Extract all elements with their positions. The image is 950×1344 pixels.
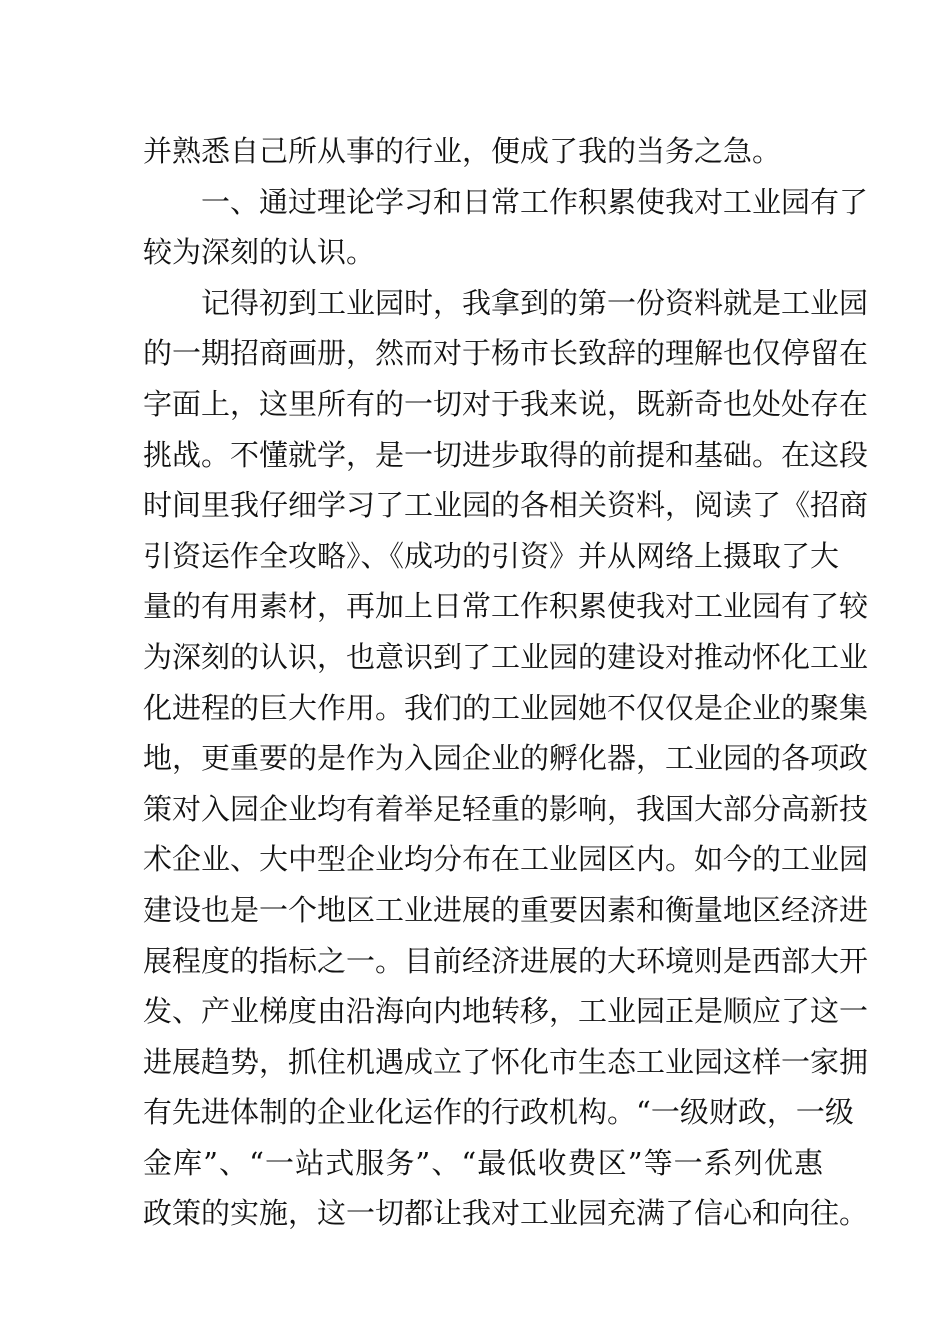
text-line: 展程度的指标之一。目前经济进展的大环境则是西部大开: [143, 943, 869, 978]
text-line: 术企业、大中型企业均分布在工业园区内。如今的工业园: [143, 842, 869, 877]
text-line: 挑战。不懂就学，是一切进步取得的前提和基础。在这段: [143, 437, 869, 472]
text-line: 有先进体制的企业化运作的行政机构。“一级财政，一级: [143, 1095, 854, 1130]
text-line: 量的有用素材，再加上日常工作积累使我对工业园有了较: [143, 589, 869, 624]
text-line: 的一期招商画册，然而对于杨市长致辞的理解也仅停留在: [143, 336, 869, 371]
text-line: 为深刻的认识，也意识到了工业园的建设对推动怀化工业: [143, 639, 869, 674]
text-line: 引资运作全攻略》、《成功的引资》并从网络上摄取了大: [143, 538, 840, 573]
text-line: 进展趋势，抓住机遇成立了怀化市生态工业园这样一家拥: [143, 1044, 869, 1079]
text-line: 并熟悉自己所从事的行业，便成了我的当务之急。: [143, 134, 782, 168]
text-line: 发、产业梯度由沿海向内地转移，工业园正是顺应了这一: [143, 994, 869, 1029]
text-line: 化进程的巨大作用。我们的工业园她不仅仅是企业的聚集: [143, 690, 869, 725]
body-text: [143, 126, 869, 1239]
text-line: 政策的实施，这一切都让我对工业园充满了信心和向往。: [143, 1196, 869, 1231]
text-line: 地，更重要的是作为入园企业的孵化器，工业园的各项政: [143, 741, 869, 776]
text-line: 策对入园企业均有着举足轻重的影响，我国大部分高新技: [143, 791, 869, 826]
text-line: 金库”、“一站式服务”、“最低收费区”等一系列优惠: [143, 1145, 823, 1180]
text-line: 字面上，这里所有的一切对于我来说，既新奇也处处存在: [143, 386, 869, 421]
text-line: 记得初到工业园时，我拿到的第一份资料就是工业园: [201, 285, 869, 320]
text-line: 较为深刻的认识。: [143, 235, 376, 270]
text-line: 时间里我仔细学习了工业园的各相关资料，阅读了《招商: [143, 488, 869, 523]
text-line: 一、通过理论学习和日常工作积累使我对工业园有了: [201, 184, 869, 219]
text-line: 建设也是一个地区工业进展的重要因素和衡量地区经济进: [143, 892, 869, 927]
